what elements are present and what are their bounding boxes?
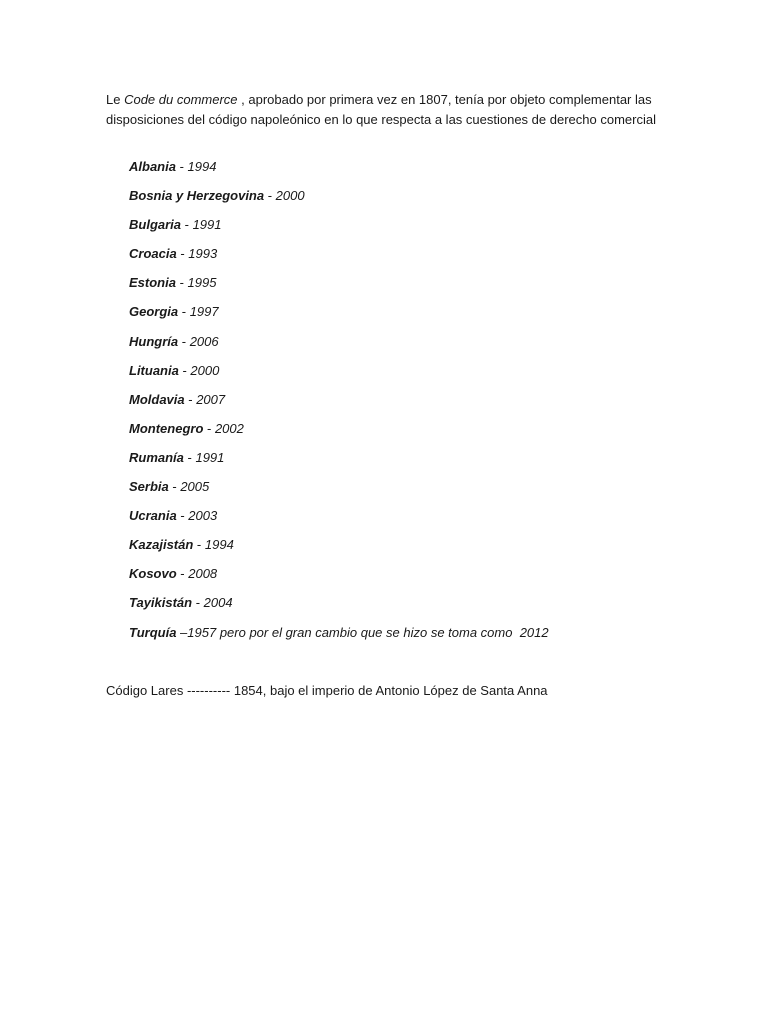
country-name: Bulgaria [129,217,182,233]
intro-line-2: disposiciones del código napoleónico en lo que respecta a las cuestiones de derecho comercial [106,112,656,127]
intro-line-1 [106,90,666,110]
country-name: Serbia [129,479,169,495]
country-separator: - [178,333,190,349]
country-list-item [129,215,549,244]
country-list-item [129,390,549,419]
country-list [129,157,549,652]
country-separator: - [176,246,189,262]
country-name: Tayikistán [129,595,193,611]
country-list-item [129,506,549,535]
country-year: 1994 [187,159,217,174]
country-name: Moldavia [129,391,185,407]
country-list-item [129,332,549,361]
country-name: Albania [129,159,176,174]
country-name: Bosnia y Herzegovina [129,188,265,204]
country-year: 1994 [204,537,234,553]
country-separator: - [175,159,188,174]
country-separator: - [264,188,276,204]
country-separator: - [181,217,193,233]
codigo-lares-line: Código Lares ---------- 1854, bajo el imperio de Antonio López de Santa Anna [106,683,548,698]
country-list-item [129,186,549,215]
country-separator: - [184,391,197,407]
country-list-item [129,593,549,622]
intro-line-1-rest: , aprobado por primera vez en 1807, tenía por objeto complementar las [237,92,652,107]
country-year: 1957 pero por el gran cambio que se hizo se toma como 2012 [187,624,549,640]
country-list-item [129,623,549,652]
country-list-item [129,273,549,302]
country-separator: - [192,595,204,611]
country-name: Georgia [129,304,179,320]
country-name: Montenegro [129,420,204,436]
country-year: 2002 [214,420,244,436]
country-separator: - [178,362,191,378]
country-name: Rumanía [129,449,184,465]
intro-paragraph [106,90,666,130]
country-list-item [129,564,549,593]
country-list-item [129,477,549,506]
country-name: Turquía [129,624,177,640]
country-list-item [129,361,549,390]
country-separator: - [176,566,189,582]
country-separator: - [176,508,189,524]
country-year: 1993 [188,246,218,262]
country-list-item [129,535,549,564]
country-year: 2008 [188,566,218,582]
country-separator: – [176,624,188,640]
country-name: Kosovo [129,566,177,582]
country-separator: - [203,420,215,436]
country-year: 2007 [196,391,226,407]
country-list-item [129,302,549,331]
country-name: Lituania [129,362,179,378]
country-year: 2003 [188,508,218,524]
country-year: 1991 [195,449,225,465]
country-list-item [129,448,549,477]
country-separator: - [183,449,196,465]
country-year: 1995 [187,275,217,291]
country-list-item [129,244,549,273]
intro-prefix: Le [106,92,125,107]
country-name: Ucrania [129,508,177,524]
country-name: Croacia [129,246,177,262]
country-separator: - [193,537,205,553]
country-name: Estonia [129,275,176,291]
country-separator: - [168,479,181,495]
country-year: 2000 [275,188,305,204]
country-name: Kazajistán [129,537,194,553]
country-separator: - [175,275,188,291]
country-separator: - [178,304,190,320]
country-year: 2004 [203,595,233,611]
country-year: 2005 [180,479,210,495]
country-list-item [129,419,549,448]
country-list-item [129,157,549,186]
country-name: Hungría [129,333,179,349]
country-year: 1991 [192,217,222,233]
country-year: 2000 [190,362,220,378]
country-year: 1997 [189,304,219,320]
code-du-commerce-title: Code du commerce [124,92,238,107]
country-year: 2006 [189,333,219,349]
